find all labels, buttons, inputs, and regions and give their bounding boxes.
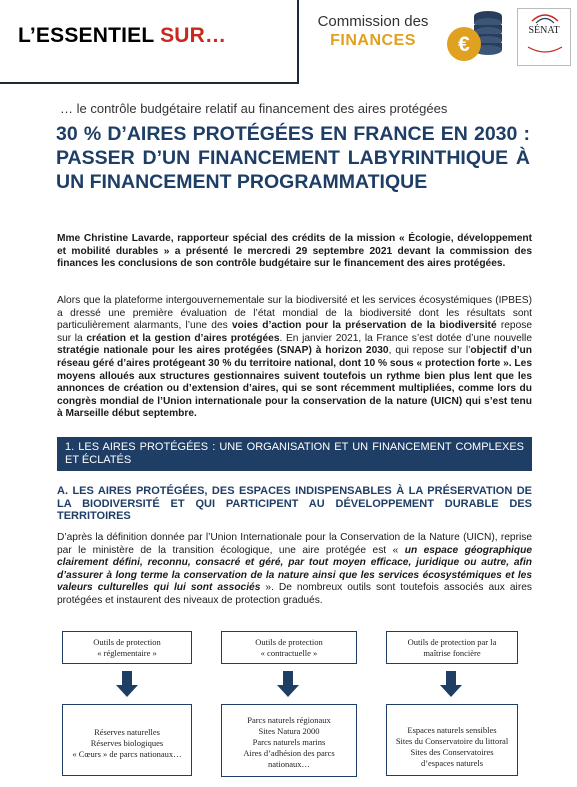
examples-box-fonciere: Espaces naturels sensibles Sites du Conservatoire du littoral Sites des Conservatoires d’espaces naturels (386, 704, 518, 776)
tool-box-reglementaire: Outils de protection « réglementaire » (62, 631, 192, 664)
tool-box-fonciere: Outils de protection par la maîtrise foncière (386, 631, 518, 664)
commission-logo-text (313, 13, 433, 50)
arrow-down-icon (277, 671, 299, 697)
body-paragraph-1: Alors que la plateforme intergouvernementale sur la biodiversité et les services écosystémiques (IPBES) a dressé une première évaluation de l’état mondial de la biodiversité dont les résultats sont particulièrement alarmants, l’une des voies d’action pour la préservation de la biodiversité repose sur la création et la gestion d’aires protégées. En janvier 2021, la France s’est dotée d’une nouvelle stratégie nationale pour les aires protégées (SNAP) à horizon 2030, qui repose sur l’objectif d’un réseau géré d’aires protégeant 30 % du territoire national, dont 10 % sous « protection forte ». Les moyens alloués aux structures gestionnaires suivent toutefois un rythme bien plus lent que les annonces de création ou d’extension d’aires, qui se sont récemment multipliées, comme lors du congrès mondial de l’Union internationale pour la conservation de la nature (UICN) qui s’est tenu à Marseille début septembre. (57, 295, 533, 420)
arrow-down-icon (440, 671, 462, 697)
commission-line2: FINANCES (330, 32, 416, 49)
header-box (0, 0, 299, 84)
section-subheading: A. LES AIRES PROTÉGÉES, DES ESPACES INDISPENSABLES À LA PRÉSERVATION DE LA BIODIVERSITÉ ET QUI PARTICIPENT AU DÉVELOPPEMENT DURABLE DES TERRITOIRES (57, 485, 532, 522)
senat-logo (517, 8, 571, 66)
body-paragraph-2: D’après la définition donnée par l’Union Internationale pour la Conservation de la Nature (UICN), reprise par le ministère de la transition écologique, une aire protégée est « un espace géographique clairement défini, reconnu, consacré et géré, par tout moyen efficace, juridique ou autre, afin d’assurer à long terme la conservation de la nature ainsi que les services écosystémiques et les valeurs culturelles qui lui sont associés ». De nombreux outils sont toutefois associés aux aires protégées et instaurent des niveaux de protection gradués. (57, 532, 532, 606)
main-title: 30 % D’AIRES PROTÉGÉES EN FRANCE EN 2030 : PASSER D’UN FINANCEMENT LABYRINTHIQUE À UN FINANCEMENT PROGRAMMATIQUE (56, 123, 530, 193)
intro-paragraph: Mme Christine Lavarde, rapporteur spécial des crédits de la mission « Écologie, développement et mobilité durables » a présenté le mercredi 29 septembre 2021 devant la commission des finances les conclusions de son contrôle budgétaire sur le financement des aires protégées. (57, 233, 532, 270)
header-title-main: L’ESSENTIEL (18, 24, 161, 47)
svg-text:€: € (458, 33, 470, 56)
subtitle: … le contrôle budgétaire relatif au financement des aires protégées (60, 101, 448, 116)
arrow-down-icon (116, 671, 138, 697)
senat-emblem-icon (518, 11, 572, 25)
senat-label: SÉNAT (528, 25, 560, 36)
senat-wave-icon (518, 43, 572, 57)
header-title-accent: SUR… (160, 24, 227, 47)
section-heading: 1. LES AIRES PROTÉGÉES : UNE ORGANISATION ET UN FINANCEMENT COMPLEXES ET ÉCLATÉS (57, 437, 532, 471)
commission-line1: Commission des (317, 13, 429, 30)
tool-box-contractuelle: Outils de protection « contractuelle » (221, 631, 357, 664)
header-title (18, 24, 226, 48)
euro-coin-stack-icon (442, 6, 506, 64)
examples-box-contractuelle: Parcs naturels régionaux Sites Natura 2000 Parcs naturels marins Aires d’adhésion des parcs nationaux… (221, 704, 357, 777)
examples-box-reglementaire: Réserves naturelles Réserves biologiques « Cœurs » de parcs nationaux… (62, 704, 192, 776)
